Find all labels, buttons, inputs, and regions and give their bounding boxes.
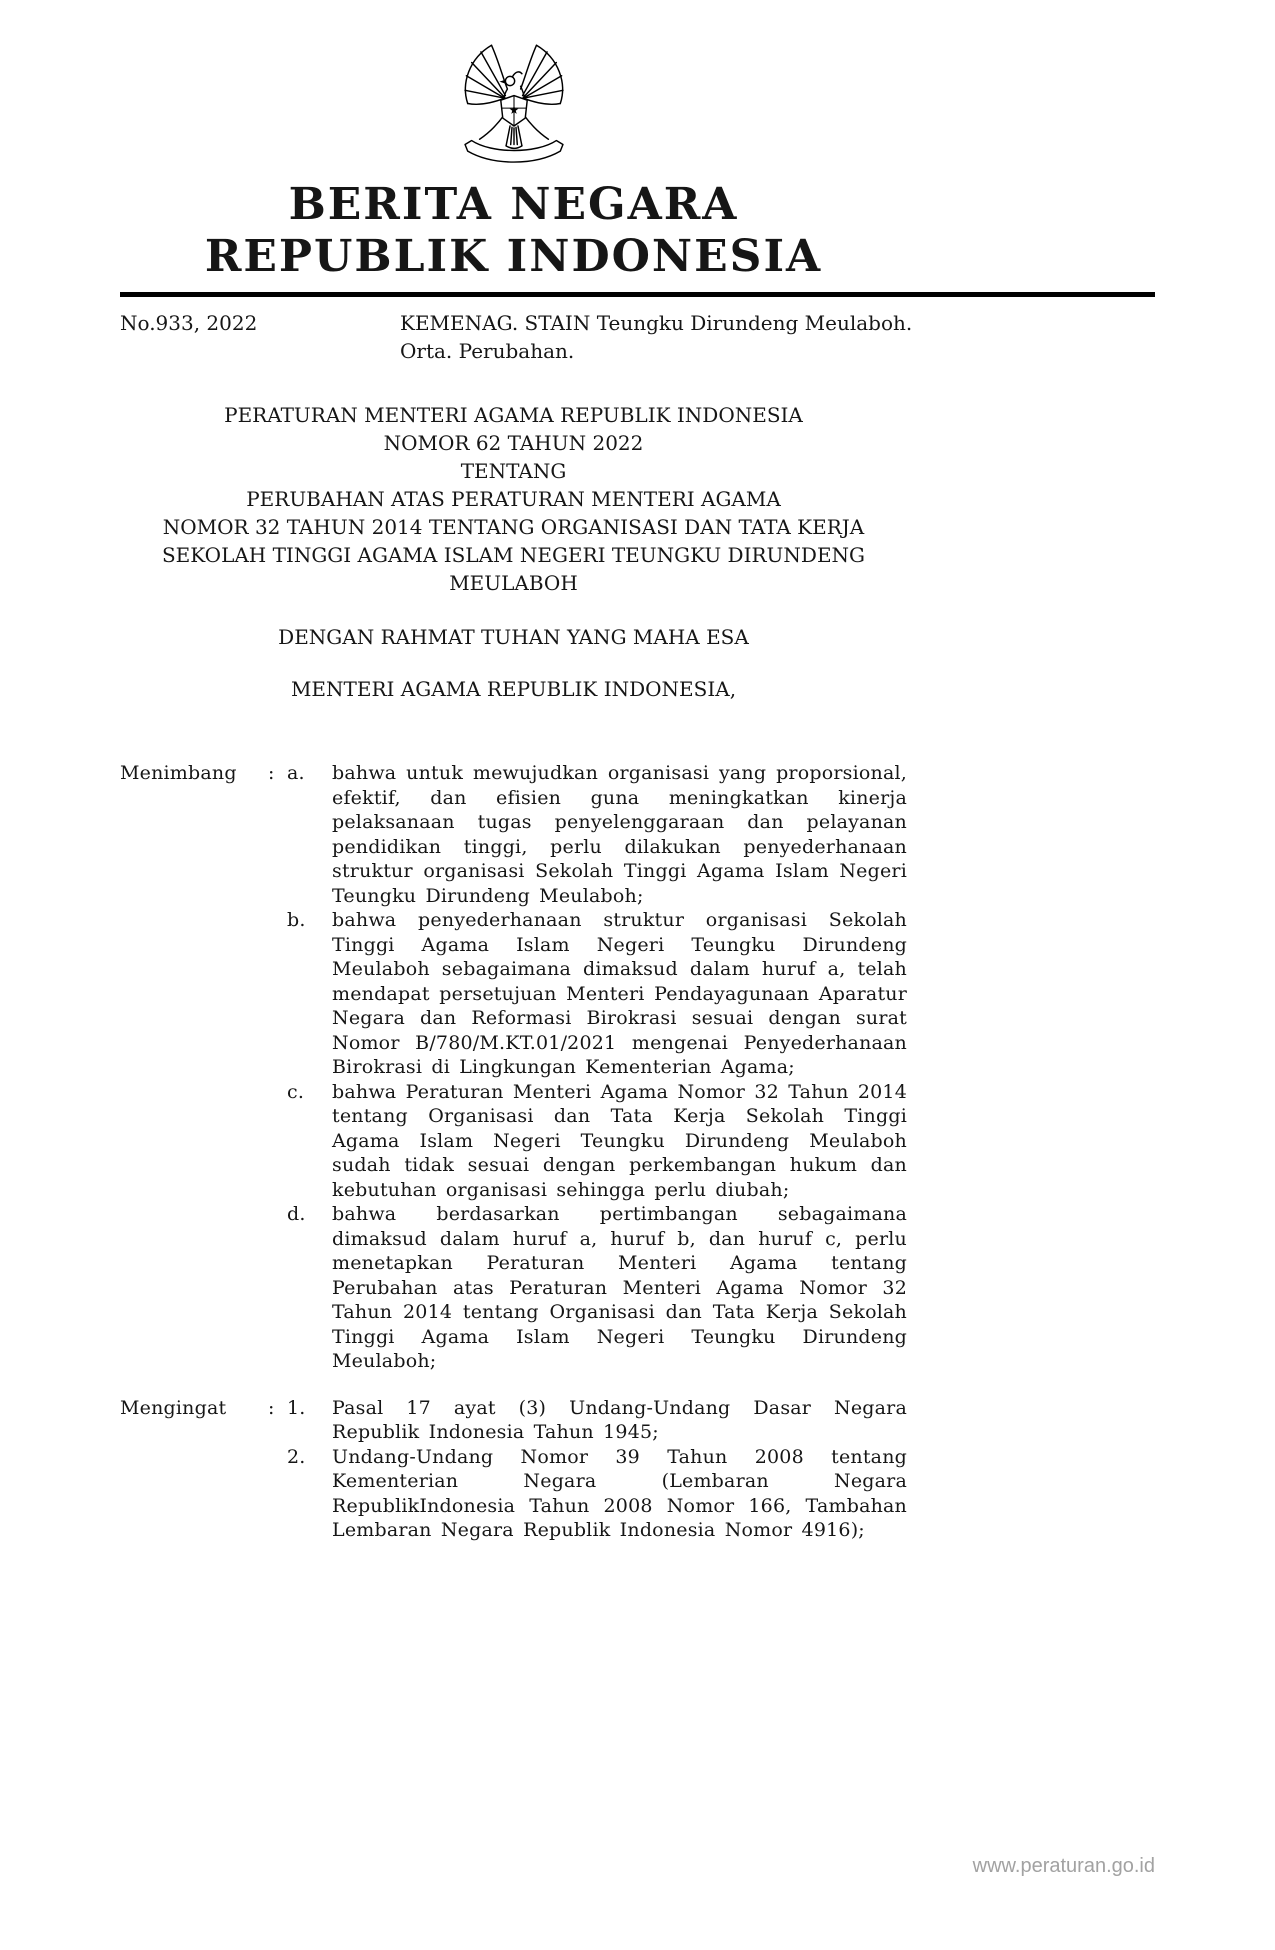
menimbang-item-c	[287, 1080, 907, 1203]
issue-row	[120, 309, 913, 365]
invocation-line: DENGAN RAHMAT TUHAN YANG MAHA ESA	[278, 625, 749, 649]
content-column	[120, 40, 907, 283]
issue-subject	[400, 309, 912, 365]
menimbang-item-d	[287, 1202, 907, 1374]
issue-subject-line-2: Orta. Perubahan.	[400, 339, 575, 363]
item-text: bahwa untuk mewujudkan organisasi yang proporsional, efektif, dan efisien guna meningkatkan kinerja pelaksanaan tugas penyelenggaraan dan pelayanan pendidikan tinggi, perlu dilakukan penyederhanaan struktur organisasi Sekolah Tinggi Agama Islam Negeri Teungku Dirundeng Meulaboh;	[332, 762, 907, 907]
title-line-6: SEKOLAH TINGGI AGAMA ISLAM NEGERI TEUNGKU DIRUNDENG	[161, 543, 866, 567]
mengingat-colon: :	[268, 1396, 275, 1419]
menimbang-colon: :	[268, 762, 275, 784]
menimbang-label: Menimbang	[120, 762, 237, 784]
item-text: Pasal 17 ayat (3) Undang-Undang Dasar Negara Republik Indonesia Tahun 1945;	[332, 1396, 907, 1443]
menimbang-item-b	[287, 908, 907, 1080]
masthead-divider	[120, 292, 1155, 297]
title-line-7: MEULABOH	[449, 571, 578, 595]
title-line-2: NOMOR 62 TAHUN 2022	[383, 431, 644, 455]
item-marker: c.	[287, 1080, 305, 1103]
mengingat-label: Mengingat	[120, 1396, 227, 1419]
item-marker: d.	[287, 1203, 306, 1225]
item-text: Undang-Undang Nomor 39 Tahun 2008 tentang Kementerian Negara (Lembaran Negara RepublikIndonesia Tahun 2008 Nomor 166, Tambahan Lembaran Negara Republik Indonesia Nomor 4916);	[332, 1445, 907, 1541]
masthead-line-1: BERITA NEGARA	[288, 179, 739, 230]
emblem-wrap	[120, 40, 907, 169]
item-marker: 2.	[287, 1445, 306, 1468]
watermark-url: www.peraturan.go.id	[972, 1855, 1155, 1877]
garuda-pancasila-icon	[461, 40, 567, 169]
title-line-5: NOMOR 32 TAHUN 2014 TENTANG ORGANISASI DAN TATA KERJA	[162, 515, 865, 539]
item-marker: a.	[287, 762, 305, 784]
item-text: bahwa berdasarkan pertimbangan sebagaimana dimaksud dalam huruf a, huruf b, dan huruf c, perlu menetapkan Peraturan Menteri Agama tentang Perubahan atas Peraturan Menteri Agama Nomor 32 Tahun 2014 tentang Organisasi dan Tata Kerja Sekolah Tinggi Agama Islam Negeri Teungku Dirundeng Meulaboh;	[332, 1203, 907, 1372]
item-text: bahwa Peraturan Menteri Agama Nomor 32 Tahun 2014 tentang Organisasi dan Tata Kerja Sekolah Tinggi Agama Islam Negeri Teungku Dirundeng Meulaboh sudah tidak sesuai dengan perkembangan hukum dan kebutuhan organisasi sehingga perlu diubah;	[332, 1080, 907, 1201]
item-marker: b.	[287, 909, 306, 931]
issue-number: No.933, 2022	[120, 311, 258, 335]
title-line-1: PERATURAN MENTERI AGAMA REPUBLIK INDONESIA	[224, 403, 803, 427]
menimbang-section	[120, 761, 907, 1374]
mengingat-items	[287, 1396, 907, 1543]
mengingat-item-1	[287, 1396, 907, 1445]
menimbang-item-a	[287, 761, 907, 908]
mengingat-section	[120, 1396, 907, 1543]
title-line-4: PERUBAHAN ATAS PERATURAN MENTERI AGAMA	[246, 487, 781, 511]
regulation-title-block	[120, 401, 907, 597]
masthead-line-2: REPUBLIK INDONESIA	[204, 231, 823, 282]
authority-line: MENTERI AGAMA REPUBLIK INDONESIA,	[290, 677, 737, 701]
item-text: bahwa penyederhanaan struktur organisasi Sekolah Tinggi Agama Islam Negeri Teungku Dirundeng Meulaboh sebagaimana dimaksud dalam huruf a, telah mendapat persetujuan Menteri Pendayagunaan Aparatur Negara dan Reformasi Birokrasi sesuai dengan surat Nomor B/780/M.KT.01/2021 mengenai Penyederhanaan Birokrasi di Lingkungan Kementerian Agama;	[332, 909, 907, 1078]
item-marker: 1.	[287, 1396, 306, 1419]
mengingat-item-2	[287, 1445, 907, 1543]
issue-subject-line-1: KEMENAG. STAIN Teungku Dirundeng Meulaboh.	[400, 311, 913, 335]
title-line-3: TENTANG	[460, 459, 567, 483]
menimbang-items	[287, 761, 907, 1374]
